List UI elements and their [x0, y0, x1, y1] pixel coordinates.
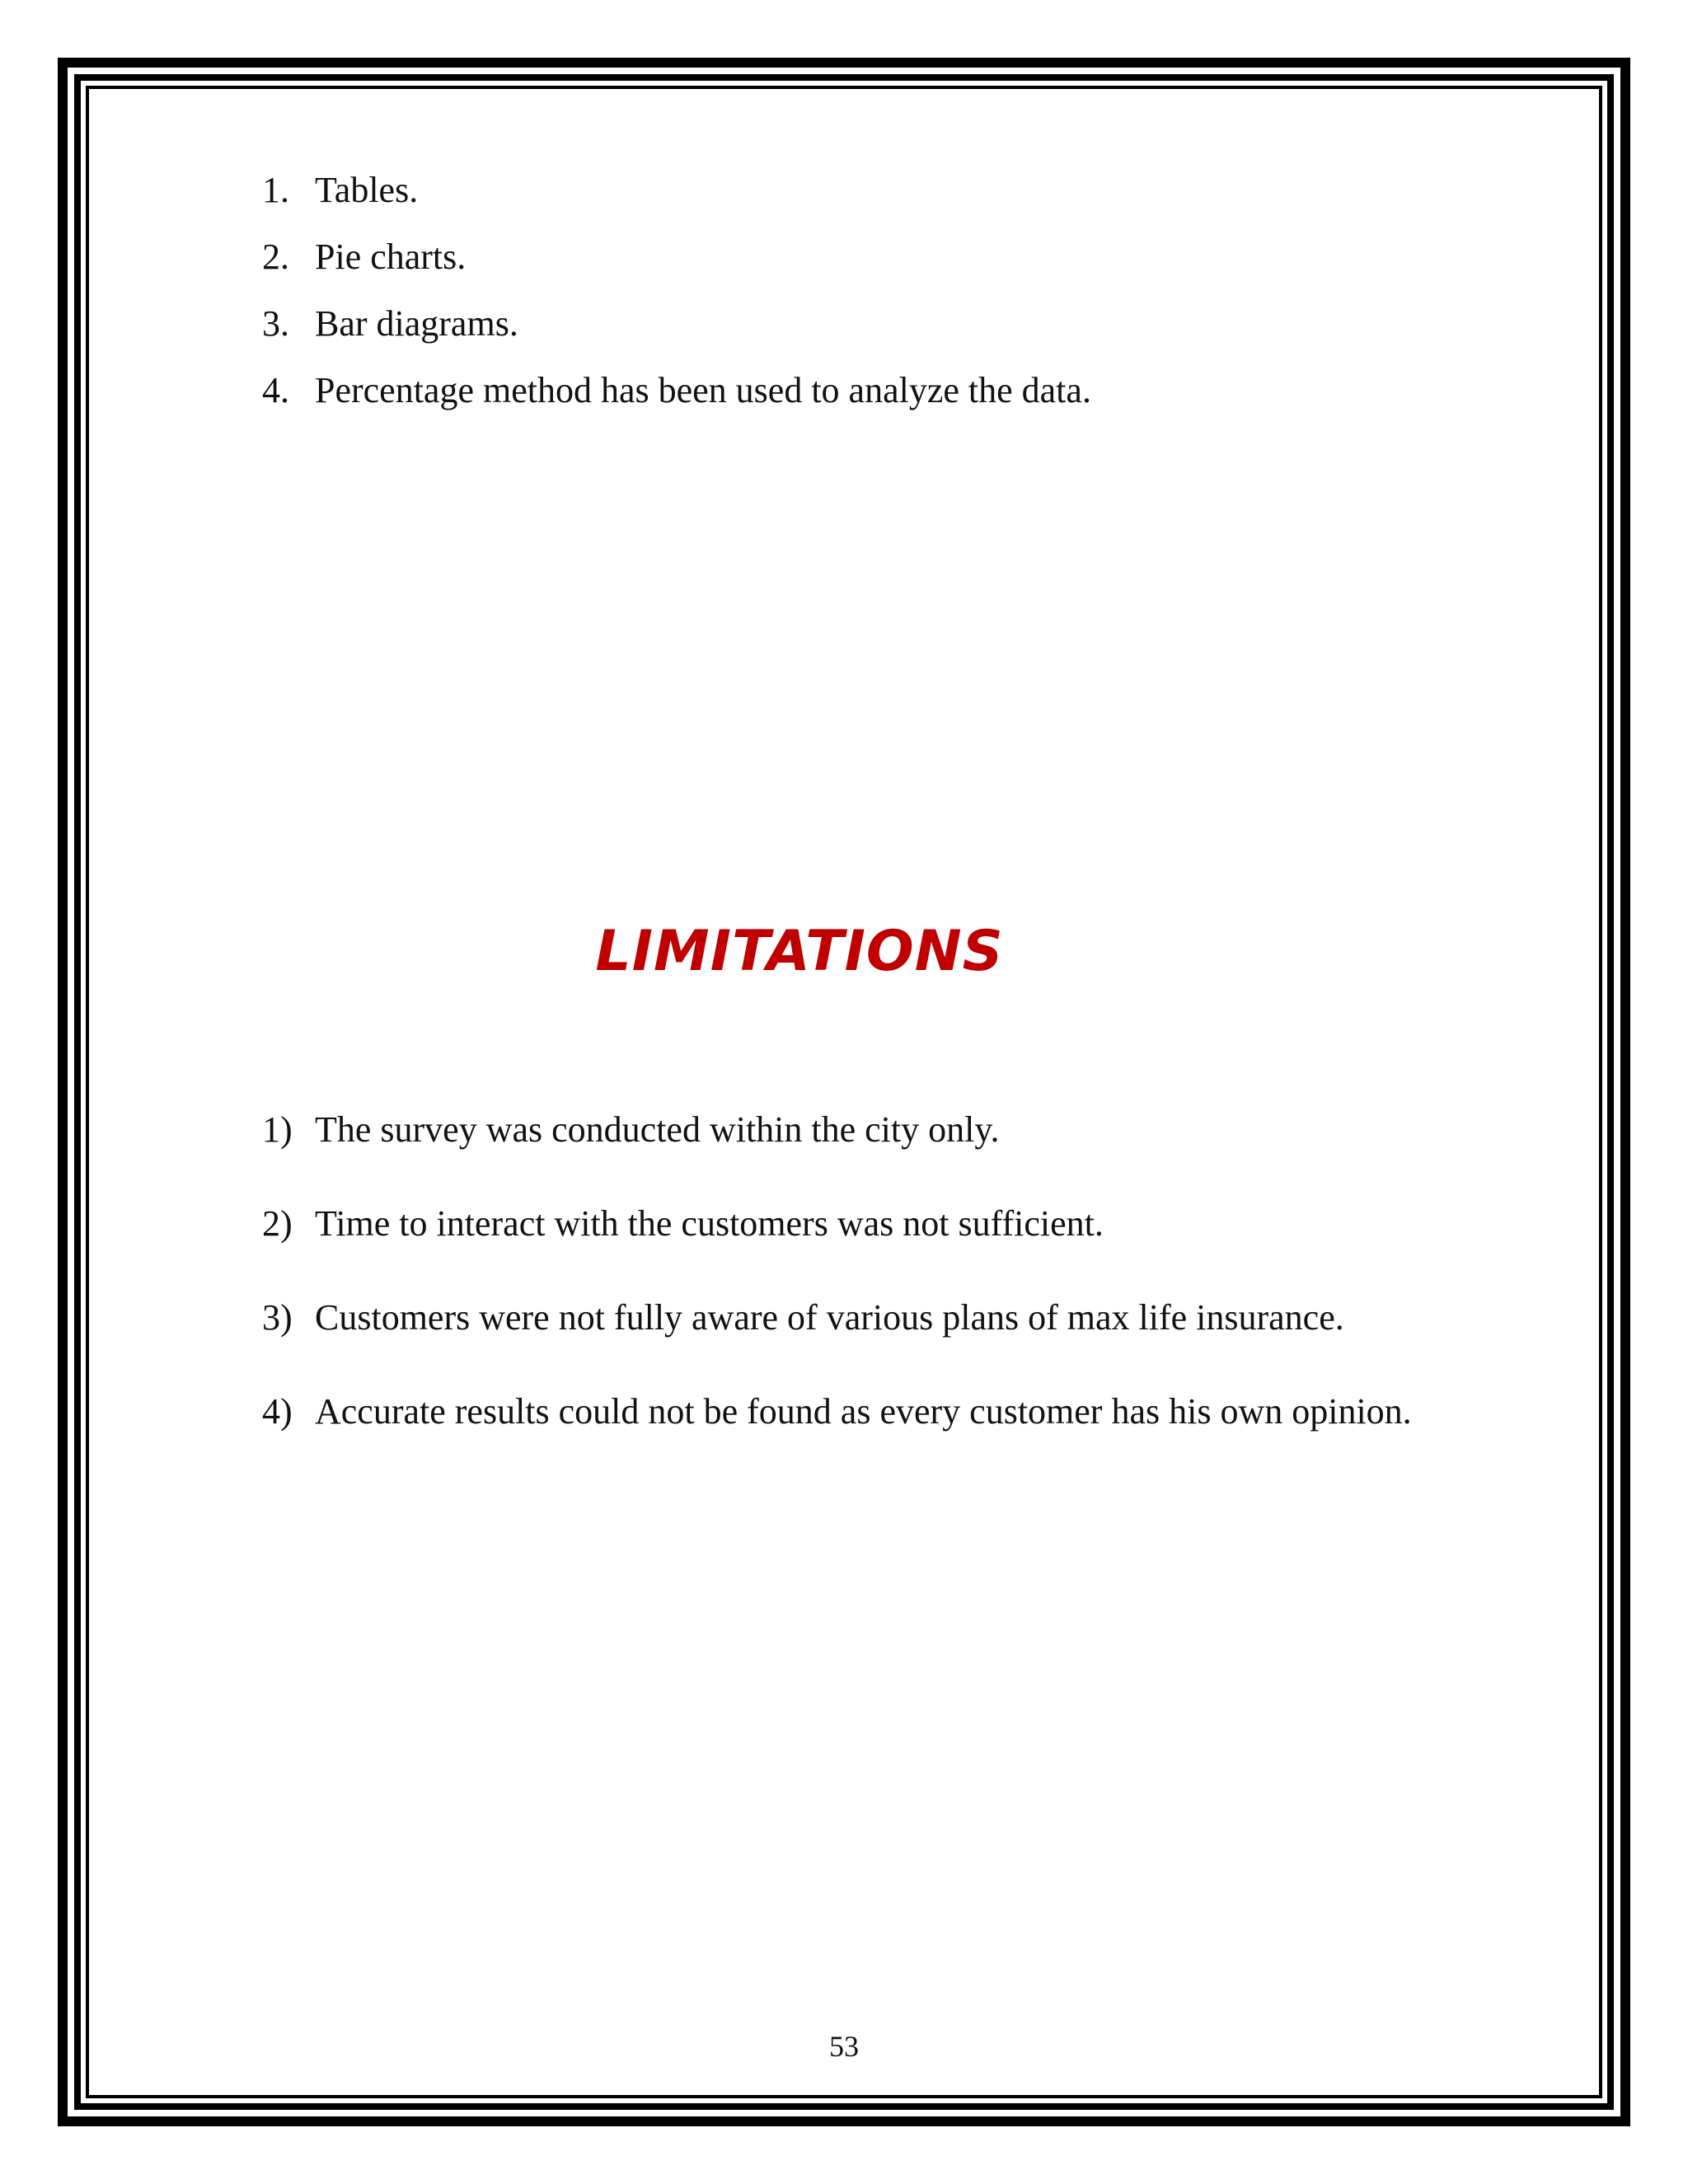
list-number: 4) [262, 1391, 293, 1432]
list-text: Accurate results could not be found as every customer has his own opinion. [315, 1391, 1412, 1432]
list-number: 3. [262, 303, 289, 344]
list-text: Time to interact with the customers was not sufficient. [315, 1203, 1104, 1244]
list-text: The survey was conducted within the city only. [315, 1109, 1000, 1150]
page-number: 53 [829, 2030, 859, 2063]
list-number: 4. [262, 370, 289, 410]
section-heading: LIMITATIONS [595, 919, 1004, 984]
methods-list [262, 161, 1091, 428]
list-item [262, 227, 1091, 294]
list-number: 1) [262, 1109, 293, 1150]
list-number: 2. [262, 237, 289, 277]
list-number: 1. [262, 170, 289, 210]
list-text: Bar diagrams. [315, 303, 518, 344]
limitations-list [262, 1096, 1472, 1472]
list-item [262, 1190, 1472, 1257]
list-item [262, 161, 1091, 227]
list-item [262, 1284, 1472, 1351]
list-number: 3) [262, 1297, 293, 1338]
list-item [262, 294, 1091, 361]
list-text: Pie charts. [315, 237, 467, 277]
list-number: 2) [262, 1203, 293, 1244]
list-item [262, 1096, 1472, 1163]
list-item [262, 1378, 1472, 1445]
list-text: Percentage method has been used to analyze the data. [315, 370, 1091, 410]
list-item [262, 361, 1091, 428]
list-text: Tables. [315, 170, 419, 210]
list-text: Customers were not fully aware of various plans of max life insurance. [315, 1297, 1344, 1338]
